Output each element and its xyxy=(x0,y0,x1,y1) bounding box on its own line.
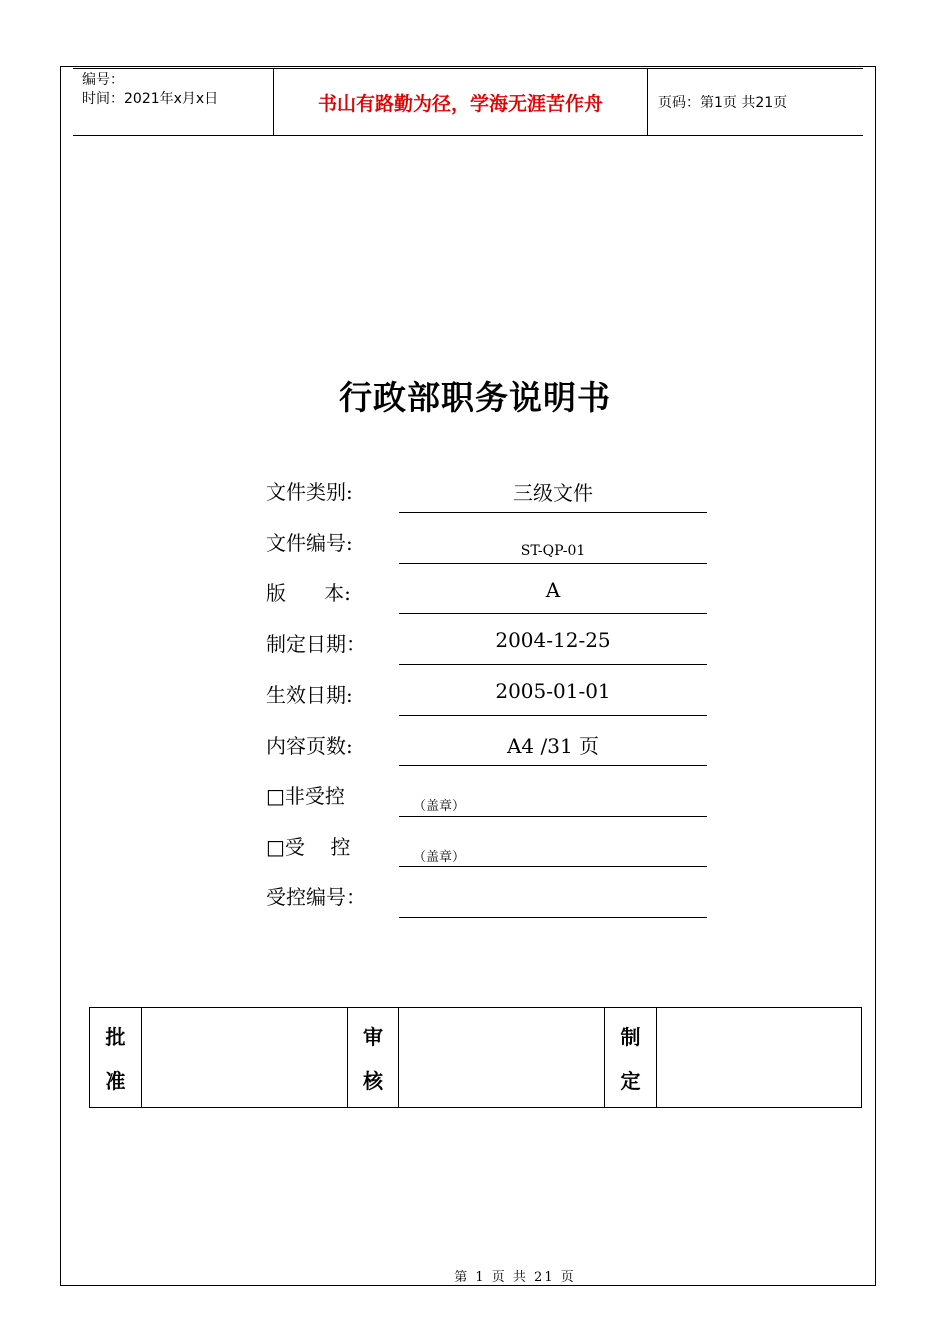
field-value-created-date: 2004-12-25 xyxy=(495,628,611,652)
header-page-info xyxy=(648,69,863,135)
field-label-created-date: 制定日期： xyxy=(266,632,366,656)
uncontrolled-checkbox-label[interactable]: □非受控 xyxy=(266,784,345,808)
document-title: 行政部职务说明书 xyxy=(339,378,611,417)
prepare-signature-cell[interactable] xyxy=(657,1008,861,1107)
page-footer: 第 1 页 共 21 页 xyxy=(454,1270,576,1285)
approve-label: 批 准 xyxy=(90,1008,142,1107)
controlled-checkbox-label[interactable]: □受 控 xyxy=(266,835,351,859)
field-label-effective-date: 生效日期: xyxy=(266,683,353,707)
motto-text: 书山有路勤为径，学海无涯苦作舟 xyxy=(317,92,603,115)
header-meta xyxy=(73,69,274,135)
review-label: 审 核 xyxy=(348,1008,399,1107)
field-value-effective-date: 2005-01-01 xyxy=(495,679,611,703)
page-header xyxy=(73,68,863,136)
page-info-text: 页码：第1页 共21页 xyxy=(658,95,788,111)
field-underline xyxy=(399,715,707,716)
field-underline xyxy=(399,917,707,918)
field-underline xyxy=(399,866,707,867)
field-label-page-count: 内容页数: xyxy=(266,734,353,758)
field-underline xyxy=(399,613,707,614)
field-label-doc-number: 文件编号: xyxy=(266,531,353,555)
stamp-placeholder: （盖章） xyxy=(413,799,466,814)
document-number-label: 编号： xyxy=(82,72,124,88)
prepare-label: 制 定 xyxy=(605,1008,657,1107)
stamp-placeholder: （盖章） xyxy=(413,850,466,865)
field-underline xyxy=(399,563,707,564)
signoff-table xyxy=(89,1007,862,1108)
field-value-version: A xyxy=(545,578,561,602)
field-value-page-count: A4 /31 页 xyxy=(506,734,600,758)
field-underline xyxy=(399,664,707,665)
document-time-label: 时间：2021年x月x日 xyxy=(82,91,219,107)
field-label-version: 版 本: xyxy=(266,581,351,605)
field-underline xyxy=(399,816,707,817)
approve-signature-cell[interactable] xyxy=(142,1008,348,1107)
header-motto xyxy=(274,69,648,135)
field-underline xyxy=(399,765,707,766)
field-value-doc-number: ST-QP-01 xyxy=(520,543,586,559)
review-signature-cell[interactable] xyxy=(399,1008,605,1107)
field-underline xyxy=(399,512,707,513)
field-label-control-number: 受控编号： xyxy=(266,885,366,909)
field-label-category: 文件类别: xyxy=(266,480,353,504)
field-value-category: 三级文件 xyxy=(513,481,593,505)
